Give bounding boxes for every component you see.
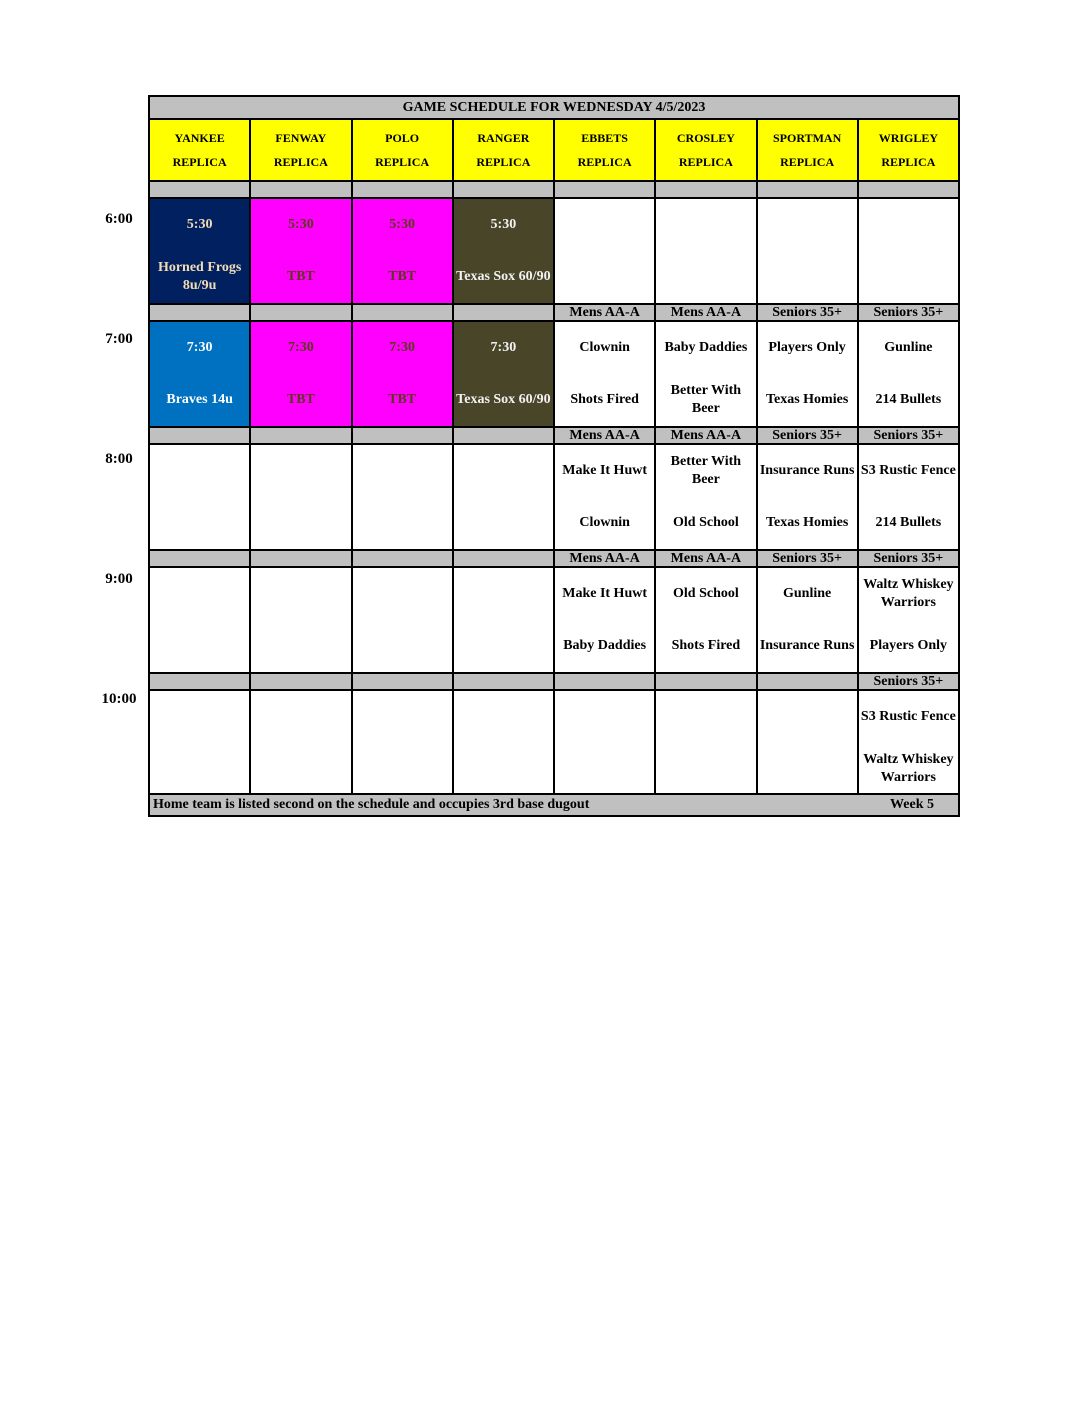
division-label: [150, 182, 251, 197]
game-row: [150, 568, 958, 674]
game-top-entry: [152, 570, 247, 618]
game-cell: [656, 691, 757, 793]
game-bottom-entry: TBT: [388, 392, 417, 407]
game-bottom-entry: Texas Sox 60/90: [456, 392, 551, 407]
division-label: [251, 674, 352, 689]
game-row: [150, 199, 958, 305]
game-cell: [251, 691, 352, 793]
game-cell: [758, 322, 859, 426]
time-label-6: 6:00: [105, 211, 133, 227]
game-bottom-entry: Old School: [673, 515, 739, 530]
game-bottom-entry: Shots Fired: [570, 392, 639, 407]
schedule-title: GAME SCHEDULE FOR WEDNESDAY 4/5/2023: [150, 97, 958, 120]
division-label: Seniors 35+: [758, 305, 859, 320]
division-label: [454, 551, 555, 566]
game-cell: [353, 445, 454, 549]
game-top-entry: S3 Rustic Fence: [860, 463, 956, 478]
game-bottom-entry: Shots Fired: [671, 638, 741, 653]
game-cell: [251, 445, 352, 549]
game-top-entry: [152, 693, 247, 741]
game-bottom-entry: [152, 622, 247, 670]
division-label: [656, 182, 757, 197]
game-row: [150, 691, 958, 795]
division-label: [758, 674, 859, 689]
schedule-footer: [150, 795, 958, 815]
game-top-entry: Make It Huwt: [562, 586, 648, 601]
game-top-entry: [355, 570, 450, 618]
time-label-9: 9:00: [105, 571, 133, 587]
game-bottom-entry: [456, 745, 551, 793]
game-bottom-entry: Baby Daddies: [563, 638, 647, 653]
game-bottom-entry: [456, 622, 551, 670]
field-header-wrigley: WRIGLEY REPLICA: [859, 120, 958, 182]
game-top-entry: [253, 570, 348, 618]
division-label: [251, 182, 352, 197]
game-top-entry: Players Only: [768, 340, 846, 355]
game-top-entry: [456, 570, 551, 618]
field-header-fenway: FENWAY REPLICA: [251, 120, 352, 182]
field-header-polo: POLO REPLICA: [353, 120, 454, 182]
game-top-entry: S3 Rustic Fence: [860, 709, 956, 724]
game-bottom-entry: [760, 745, 855, 793]
division-label: [150, 674, 251, 689]
footer-note: Home team is listed second on the schedule and occupies 3rd base dugout: [153, 797, 590, 812]
game-top-entry: [253, 693, 348, 741]
time-label-7: 7:00: [105, 331, 133, 347]
time-label-10: 10:00: [101, 691, 137, 707]
game-top-entry: Gunline: [884, 340, 933, 355]
game-bottom-entry: [152, 499, 247, 547]
game-top-entry: [557, 201, 652, 249]
game-cell: [555, 322, 656, 426]
game-cell: [656, 568, 757, 672]
game-bottom-entry: Horned Frogs 8u/9u: [157, 260, 242, 293]
division-label: [353, 428, 454, 443]
game-row: [150, 322, 958, 428]
game-top-entry: Waltz Whiskey Warriors: [863, 577, 954, 610]
division-row: [150, 428, 958, 445]
game-top-entry: [861, 201, 956, 249]
game-top-entry: 7:30: [389, 340, 415, 355]
game-bottom-entry: [253, 622, 348, 670]
division-row: [150, 305, 958, 322]
game-bottom-entry: [557, 253, 652, 301]
division-row: [150, 182, 958, 199]
game-top-entry: [557, 693, 652, 741]
division-label: Seniors 35+: [758, 428, 859, 443]
game-cell: [758, 199, 859, 303]
field-header-ebbets: EBBETS REPLICA: [555, 120, 656, 182]
game-top-entry: 5:30: [288, 217, 314, 232]
game-top-entry: Baby Daddies: [664, 340, 748, 355]
game-bottom-entry: Insurance Runs: [759, 638, 855, 653]
game-top-entry: [760, 201, 855, 249]
division-label: Mens AA-A: [656, 428, 757, 443]
game-bottom-entry: TBT: [286, 269, 315, 284]
game-top-entry: [658, 693, 753, 741]
game-cell: [251, 322, 352, 426]
game-bottom-entry: Players Only: [869, 638, 948, 653]
game-cell: [656, 445, 757, 549]
game-bottom-entry: [658, 253, 753, 301]
game-top-entry: [456, 447, 551, 495]
division-label: [353, 182, 454, 197]
game-cell: [454, 199, 555, 303]
game-bottom-entry: [355, 622, 450, 670]
game-cell: [859, 199, 958, 303]
division-label: [454, 305, 555, 320]
game-cell: [150, 568, 251, 672]
game-cell: [859, 322, 958, 426]
game-bottom-entry: TBT: [286, 392, 315, 407]
game-top-entry: 5:30: [186, 217, 213, 232]
game-cell: [454, 445, 555, 549]
game-top-entry: 7:30: [186, 340, 213, 355]
division-label: [859, 182, 958, 197]
game-top-entry: 7:30: [288, 340, 314, 355]
game-top-entry: Old School: [673, 586, 739, 601]
division-row: [150, 551, 958, 568]
game-cell: [758, 445, 859, 549]
game-bottom-entry: Better With Beer: [670, 383, 742, 416]
game-bottom-entry: [557, 745, 652, 793]
game-bottom-entry: [355, 745, 450, 793]
game-bottom-entry: Texas Sox 60/90: [456, 269, 551, 284]
game-bottom-entry: [152, 745, 247, 793]
time-label-8: 8:00: [105, 451, 133, 467]
division-label: Mens AA-A: [555, 428, 656, 443]
division-label: Seniors 35+: [758, 551, 859, 566]
game-cell: [758, 691, 859, 793]
game-cell: [353, 322, 454, 426]
game-bottom-entry: [760, 253, 855, 301]
game-cell: [656, 199, 757, 303]
game-cell: [859, 568, 958, 672]
game-row: [150, 445, 958, 551]
game-top-entry: [760, 693, 855, 741]
game-top-entry: [658, 201, 753, 249]
game-top-entry: Clownin: [579, 340, 630, 355]
game-bottom-entry: 214 Bullets: [875, 515, 942, 530]
division-label: [251, 551, 352, 566]
field-header-sportman: SPORTMAN REPLICA: [758, 120, 859, 182]
game-top-entry: [152, 447, 247, 495]
division-label: [353, 674, 454, 689]
game-bottom-entry: [253, 499, 348, 547]
game-cell: [150, 445, 251, 549]
game-bottom-entry: TBT: [388, 269, 417, 284]
game-top-entry: Better With Beer: [670, 454, 742, 487]
game-top-entry: 5:30: [389, 217, 415, 232]
game-bottom-entry: Braves 14u: [166, 392, 233, 407]
division-label: [353, 305, 454, 320]
division-label: Seniors 35+: [859, 305, 958, 320]
game-cell: [454, 568, 555, 672]
division-label: Mens AA-A: [656, 305, 757, 320]
field-header-ranger: RANGER REPLICA: [454, 120, 555, 182]
game-bottom-entry: [253, 745, 348, 793]
game-cell: [251, 199, 352, 303]
game-cell: [555, 568, 656, 672]
division-label: Seniors 35+: [859, 551, 958, 566]
division-label: [150, 428, 251, 443]
division-label: Mens AA-A: [656, 551, 757, 566]
game-top-entry: Make It Huwt: [562, 463, 648, 478]
game-cell: [150, 199, 251, 303]
division-row: [150, 674, 958, 691]
field-header-row: [150, 120, 958, 182]
game-cell: [454, 691, 555, 793]
schedule-table: [148, 95, 960, 817]
game-cell: [758, 568, 859, 672]
division-label: [150, 305, 251, 320]
game-cell: [555, 445, 656, 549]
game-bottom-entry: [456, 499, 551, 547]
division-label: [353, 551, 454, 566]
division-label: Seniors 35+: [859, 674, 958, 689]
game-bottom-entry: Texas Homies: [765, 392, 849, 407]
game-top-entry: 7:30: [490, 340, 517, 355]
division-label: Mens AA-A: [555, 305, 656, 320]
game-cell: [454, 322, 555, 426]
division-label: [656, 674, 757, 689]
division-label: [758, 182, 859, 197]
game-bottom-entry: Clownin: [579, 515, 630, 530]
game-top-entry: 5:30: [490, 217, 517, 232]
division-label: [555, 674, 656, 689]
field-header-yankee: YANKEE REPLICA: [150, 120, 251, 182]
division-label: [150, 551, 251, 566]
game-top-entry: [355, 447, 450, 495]
game-bottom-entry: [861, 253, 956, 301]
division-label: Mens AA-A: [555, 551, 656, 566]
game-bottom-entry: Texas Homies: [765, 515, 849, 530]
game-bottom-entry: 214 Bullets: [875, 392, 942, 407]
game-cell: [555, 691, 656, 793]
game-cell: [150, 691, 251, 793]
game-cell: [859, 691, 958, 793]
game-cell: [251, 568, 352, 672]
game-top-entry: Insurance Runs: [759, 463, 855, 478]
game-cell: [353, 691, 454, 793]
division-label: Seniors 35+: [859, 428, 958, 443]
game-bottom-entry: Waltz Whiskey Warriors: [863, 752, 954, 785]
division-label: [454, 182, 555, 197]
division-label: [555, 182, 656, 197]
field-header-crosley: CROSLEY REPLICA: [656, 120, 757, 182]
division-label: [251, 428, 352, 443]
division-label: [454, 428, 555, 443]
footer-week: Week 5: [890, 797, 934, 812]
division-label: [251, 305, 352, 320]
game-cell: [656, 322, 757, 426]
game-cell: [555, 199, 656, 303]
game-cell: [353, 199, 454, 303]
game-cell: [353, 568, 454, 672]
game-top-entry: Gunline: [783, 586, 832, 601]
game-top-entry: [355, 693, 450, 741]
game-bottom-entry: [355, 499, 450, 547]
game-bottom-entry: [658, 745, 753, 793]
division-label: [454, 674, 555, 689]
game-top-entry: [456, 693, 551, 741]
game-top-entry: [253, 447, 348, 495]
game-cell: [859, 445, 958, 549]
game-cell: [150, 322, 251, 426]
